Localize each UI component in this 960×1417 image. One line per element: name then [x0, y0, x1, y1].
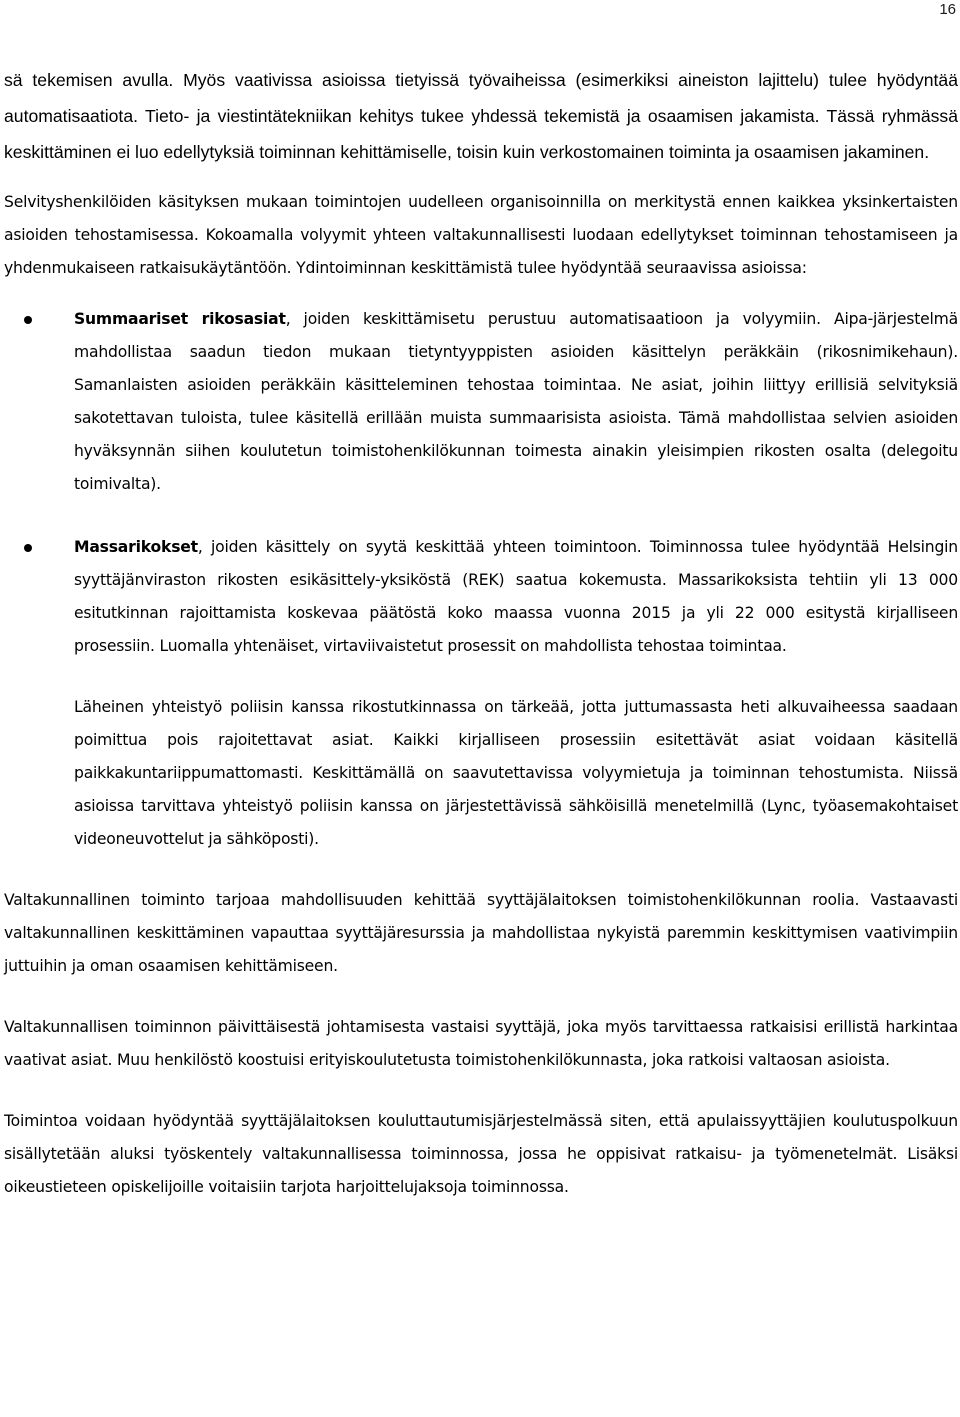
list-item-summaariset: [4, 303, 958, 501]
paragraph-koulutus: Toimintoa voidaan hyödyntää syyttäjälaitoksen kouluttautumisjärjestelmässä siten, että apulaissyyttäjien koulutuspolkuun sisällytetään aluksi työskentely valtakunnallisessa toiminnossa, jossa he oppisivat ratkaisu- ja työmenetelmät. Lisäksi oikeustieteen opiskelijoille voitaisiin tarjota harjoittelujaksoja toiminnossa.: [4, 1112, 958, 1196]
paragraph-valtakunnallinen-toiminto: Valtakunnallinen toiminto tarjoaa mahdollisuuden kehittää syyttäjälaitoksen toimistohenkilökunnan roolia. Vastaavasti valtakunnallinen keskittäminen vapauttaa syyttäjäresurssia ja mahdollistaa nykyistä paremmin keskittymisen vaativimpiin juttuihin ja oman osaamisen kehittämiseen.: [4, 891, 958, 975]
bullet-text: , joiden käsittely on syytä keskittää yhteen toimintoon. Toiminnossa tulee hyödyntää Helsingin syyttäjänviraston rikosten esikäsittely-yksiköstä (REK) saatua kokemusta. Massarikoksista tehtiin yli 13 000 esitutkinnan rajoittamista koskevaa päätöstä koko maassa vuonna 2015 ja yli 22 000 esitystä kirjalliseen prosessiin. Luomalla yhtenäiset, virtaviivaistetut prosessit on mahdollista tehostaa toimintaa.: [74, 538, 958, 655]
paragraph-intro: sä tekemisen avulla. Myös vaativissa asioissa tietyissä työvaiheissa (esimerkiksi aineiston lajittelu) tulee hyödyntää automatisaatiota. Tieto- ja viestintätekniikan kehitys tukee yhdessä tekemistä ja osaamisen jakamista. Tässä ryhmässä keskittäminen ei luo edellytyksiä toiminnan kehittämiselle, toisin kuin verkostomainen toiminta ja osaamisen jakaminen.: [4, 70, 958, 162]
page-number: 16: [939, 1, 956, 18]
bullet-term: Summaariset rikosasiat: [74, 310, 286, 328]
list-item-massarikokset: [4, 531, 958, 663]
bullet-icon: [24, 316, 32, 324]
bullet-term: Massarikokset: [74, 538, 198, 556]
bullet-text: , joiden keskittämisetu perustuu automatisaatioon ja volyymiin. Aipa-järjestelmä mahdollistaa saadun tiedon mukaan tietyntyyppisten asioiden käsittelyn peräkkäin (rikosnimikehaun). Samanlaisten asioiden peräkkäin käsitteleminen tehostaa toimintaa. Ne asiat, joihin liittyy erillisiä selvityksiä sakotettavan tuloista, tulee käsitellä erillään muista summaarisista asioista. Tämä mahdollistaa selvien asioiden hyväksynnän siihen koulutetun toimistohenkilökunnan toimesta ainakin yleisimpien rikosten osalta (delegoitu toimivalta).: [74, 310, 958, 493]
paragraph-johtaminen: Valtakunnallisen toiminnon päivittäisestä johtamisesta vastaisi syyttäjä, joka myös tarvittaessa ratkaisisi erillistä harkintaa vaativat asiat. Muu henkilöstö koostuisi erityiskoulutetusta toimistohenkilökunnasta, joka ratkoisi valtaosan asioista.: [4, 1018, 958, 1069]
paragraph-selvityshenkilot: Selvityshenkilöiden käsityksen mukaan toimintojen uudelleen organisoinnilla on merkitystä ennen kaikkea yksinkertaisten asioiden tehostamisessa. Kokoamalla volyymit yhteen valtakunnallisesti luodaan edellytykset toiminnan tehostamiseen ja yhdenmukaiseen ratkaisukäytäntöön. Ydintoiminnan keskittämistä tulee hyödyntää seuraavissa asioissa:: [4, 193, 958, 277]
document-body: [4, 62, 958, 1204]
bullet-icon: [24, 544, 32, 552]
paragraph-poliisi-yhteistyo: Läheinen yhteistyö poliisin kanssa rikostutkinnassa on tärkeää, jotta juttumassasta heti alkuvaiheessa saadaan poimittua pois rajoitettavat asiat. Kaikki kirjalliseen prosessiin esitettävät asiat voidaan käsitellä paikkakuntariippumattomasti. Keskittämällä on saavutettavissa volyymietuja ja toiminnan tehostumista. Niissä asioissa tarvittava yhteistyö poliisin kanssa on järjestettävissä sähköisillä menetelmillä (Lync, työasemakohtaiset videoneuvottelut ja sähköposti).: [74, 698, 958, 848]
bullet-list: [4, 303, 958, 663]
